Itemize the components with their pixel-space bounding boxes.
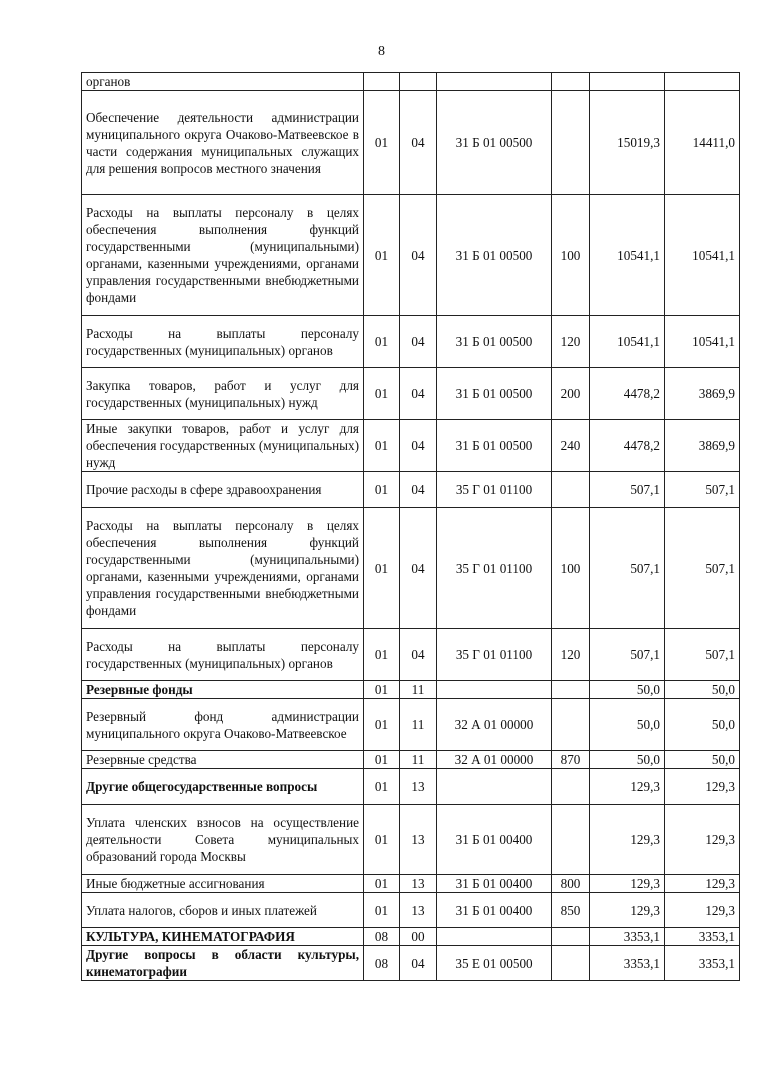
section-code: 01 [364, 316, 400, 368]
expense-type-code [552, 472, 590, 508]
target-article-code: 32 А 01 00000 [437, 699, 552, 751]
target-article-code: 35 Г 01 01100 [437, 508, 552, 629]
amount-year-1: 3353,1 [590, 946, 665, 981]
target-article-code: 31 Б 01 00500 [437, 91, 552, 195]
section-code: 01 [364, 91, 400, 195]
amount-year-1: 129,3 [590, 875, 665, 893]
amount-year-2: 3869,9 [665, 368, 740, 420]
amount-year-1: 15019,3 [590, 91, 665, 195]
amount-year-2: 3353,1 [665, 928, 740, 946]
subsection-code [400, 73, 437, 91]
expense-type-code: 100 [552, 195, 590, 316]
item-name: Уплата членских взносов на осуществление деятельности Совета муниципальных образований города Москвы [82, 805, 364, 875]
expense-type-code [552, 928, 590, 946]
amount-year-1: 50,0 [590, 699, 665, 751]
amount-year-2: 507,1 [665, 472, 740, 508]
table-row [82, 195, 740, 316]
expense-type-code: 120 [552, 629, 590, 681]
expense-type-code [552, 91, 590, 195]
section-code: 01 [364, 699, 400, 751]
target-article-code [437, 928, 552, 946]
amount-year-2 [665, 73, 740, 91]
target-article-code: 31 Б 01 00500 [437, 316, 552, 368]
subsection-code: 13 [400, 769, 437, 805]
target-article-code: 31 Б 01 00500 [437, 195, 552, 316]
subsection-code: 04 [400, 316, 437, 368]
table-row [82, 805, 740, 875]
target-article-code [437, 681, 552, 699]
expense-type-code: 100 [552, 508, 590, 629]
table-row [82, 420, 740, 472]
section-code: 01 [364, 805, 400, 875]
item-name: Уплата налогов, сборов и иных платежей [82, 893, 364, 928]
expense-type-code [552, 73, 590, 91]
item-name: Резервные средства [82, 751, 364, 769]
table-body [82, 73, 740, 981]
amount-year-1 [590, 73, 665, 91]
expense-type-code: 240 [552, 420, 590, 472]
item-name: Иные закупки товаров, работ и услуг для обеспечения государственных (муниципальных) нужд [82, 420, 364, 472]
item-name: Другие вопросы в области культуры, кинематографии [82, 946, 364, 981]
target-article-code: 31 Б 01 00500 [437, 420, 552, 472]
subsection-code: 13 [400, 805, 437, 875]
table-row [82, 928, 740, 946]
subsection-code: 04 [400, 946, 437, 981]
target-article-code: 35 Г 01 01100 [437, 629, 552, 681]
amount-year-1: 3353,1 [590, 928, 665, 946]
amount-year-1: 507,1 [590, 629, 665, 681]
table-row [82, 751, 740, 769]
item-name: органов [82, 73, 364, 91]
amount-year-2: 3869,9 [665, 420, 740, 472]
section-code: 01 [364, 195, 400, 316]
expense-type-code [552, 946, 590, 981]
amount-year-2: 14411,0 [665, 91, 740, 195]
item-name: Другие общегосударственные вопросы [82, 769, 364, 805]
amount-year-1: 4478,2 [590, 368, 665, 420]
subsection-code: 04 [400, 91, 437, 195]
target-article-code: 35 Г 01 01100 [437, 472, 552, 508]
subsection-code: 11 [400, 751, 437, 769]
section-code [364, 73, 400, 91]
amount-year-2: 10541,1 [665, 195, 740, 316]
section-code: 01 [364, 629, 400, 681]
item-name: Закупка товаров, работ и услуг для государственных (муниципальных) нужд [82, 368, 364, 420]
amount-year-2: 10541,1 [665, 316, 740, 368]
section-code: 08 [364, 928, 400, 946]
amount-year-2: 507,1 [665, 508, 740, 629]
table-row [82, 769, 740, 805]
subsection-code: 04 [400, 472, 437, 508]
target-article-code [437, 769, 552, 805]
table-row [82, 893, 740, 928]
section-code: 01 [364, 420, 400, 472]
table-row [82, 508, 740, 629]
section-code: 01 [364, 681, 400, 699]
expense-type-code: 200 [552, 368, 590, 420]
table-row [82, 629, 740, 681]
table-row [82, 875, 740, 893]
amount-year-2: 129,3 [665, 893, 740, 928]
item-name: Расходы на выплаты персоналу государственных (муниципальных) органов [82, 316, 364, 368]
amount-year-2: 129,3 [665, 805, 740, 875]
expense-type-code [552, 769, 590, 805]
target-article-code [437, 73, 552, 91]
section-code: 01 [364, 751, 400, 769]
item-name: Расходы на выплаты персоналу в целях обеспечения выполнения функций государственными (муниципальными) органами, казенными учреждениями, органами управления государственными внебюджетными фондами [82, 195, 364, 316]
subsection-code: 11 [400, 699, 437, 751]
page-number: 8 [378, 44, 385, 59]
expense-type-code: 800 [552, 875, 590, 893]
section-code: 01 [364, 893, 400, 928]
amount-year-2: 507,1 [665, 629, 740, 681]
amount-year-1: 507,1 [590, 472, 665, 508]
item-name: Резервные фонды [82, 681, 364, 699]
section-code: 01 [364, 508, 400, 629]
target-article-code: 31 Б 01 00400 [437, 893, 552, 928]
item-name: Прочие расходы в сфере здравоохранения [82, 472, 364, 508]
amount-year-1: 4478,2 [590, 420, 665, 472]
section-code: 01 [364, 875, 400, 893]
subsection-code: 04 [400, 368, 437, 420]
amount-year-2: 50,0 [665, 751, 740, 769]
table-row [82, 73, 740, 91]
item-name: Обеспечение деятельности администрации муниципального округа Очаково-Матвеевское в части содержания муниципальных служащих для решения вопросов местного значения [82, 91, 364, 195]
expense-type-code: 850 [552, 893, 590, 928]
expense-type-code [552, 805, 590, 875]
expense-type-code: 870 [552, 751, 590, 769]
item-name: Расходы на выплаты персоналу государственных (муниципальных) органов [82, 629, 364, 681]
table-row [82, 472, 740, 508]
subsection-code: 11 [400, 681, 437, 699]
subsection-code: 00 [400, 928, 437, 946]
subsection-code: 04 [400, 508, 437, 629]
amount-year-1: 507,1 [590, 508, 665, 629]
table-row [82, 699, 740, 751]
amount-year-2: 129,3 [665, 769, 740, 805]
amount-year-1: 50,0 [590, 751, 665, 769]
item-name: Расходы на выплаты персоналу в целях обеспечения выполнения функций государственными (муниципальными) органами, казенными учреждениями, органами управления государственными внебюджетными фондами [82, 508, 364, 629]
expense-type-code: 120 [552, 316, 590, 368]
table-row [82, 368, 740, 420]
amount-year-2: 50,0 [665, 681, 740, 699]
item-name: КУЛЬТУРА, КИНЕМАТОГРАФИЯ [82, 928, 364, 946]
target-article-code: 31 Б 01 00400 [437, 875, 552, 893]
section-code: 01 [364, 472, 400, 508]
target-article-code: 35 Е 01 00500 [437, 946, 552, 981]
amount-year-2: 3353,1 [665, 946, 740, 981]
section-code: 08 [364, 946, 400, 981]
amount-year-1: 129,3 [590, 893, 665, 928]
target-article-code: 32 А 01 00000 [437, 751, 552, 769]
subsection-code: 04 [400, 629, 437, 681]
expense-type-code [552, 699, 590, 751]
section-code: 01 [364, 769, 400, 805]
amount-year-1: 129,3 [590, 769, 665, 805]
target-article-code: 31 Б 01 00500 [437, 368, 552, 420]
amount-year-2: 50,0 [665, 699, 740, 751]
table-row [82, 946, 740, 981]
item-name: Иные бюджетные ассигнования [82, 875, 364, 893]
subsection-code: 13 [400, 893, 437, 928]
table-row [82, 316, 740, 368]
expense-type-code [552, 681, 590, 699]
target-article-code: 31 Б 01 00400 [437, 805, 552, 875]
section-code: 01 [364, 368, 400, 420]
subsection-code: 04 [400, 195, 437, 316]
amount-year-1: 50,0 [590, 681, 665, 699]
subsection-code: 04 [400, 420, 437, 472]
item-name: Резервный фонд администрации муниципального округа Очаково-Матвеевское [82, 699, 364, 751]
table-row [82, 681, 740, 699]
budget-table [81, 72, 740, 981]
amount-year-2: 129,3 [665, 875, 740, 893]
amount-year-1: 10541,1 [590, 316, 665, 368]
amount-year-1: 10541,1 [590, 195, 665, 316]
subsection-code: 13 [400, 875, 437, 893]
amount-year-1: 129,3 [590, 805, 665, 875]
table-row [82, 91, 740, 195]
